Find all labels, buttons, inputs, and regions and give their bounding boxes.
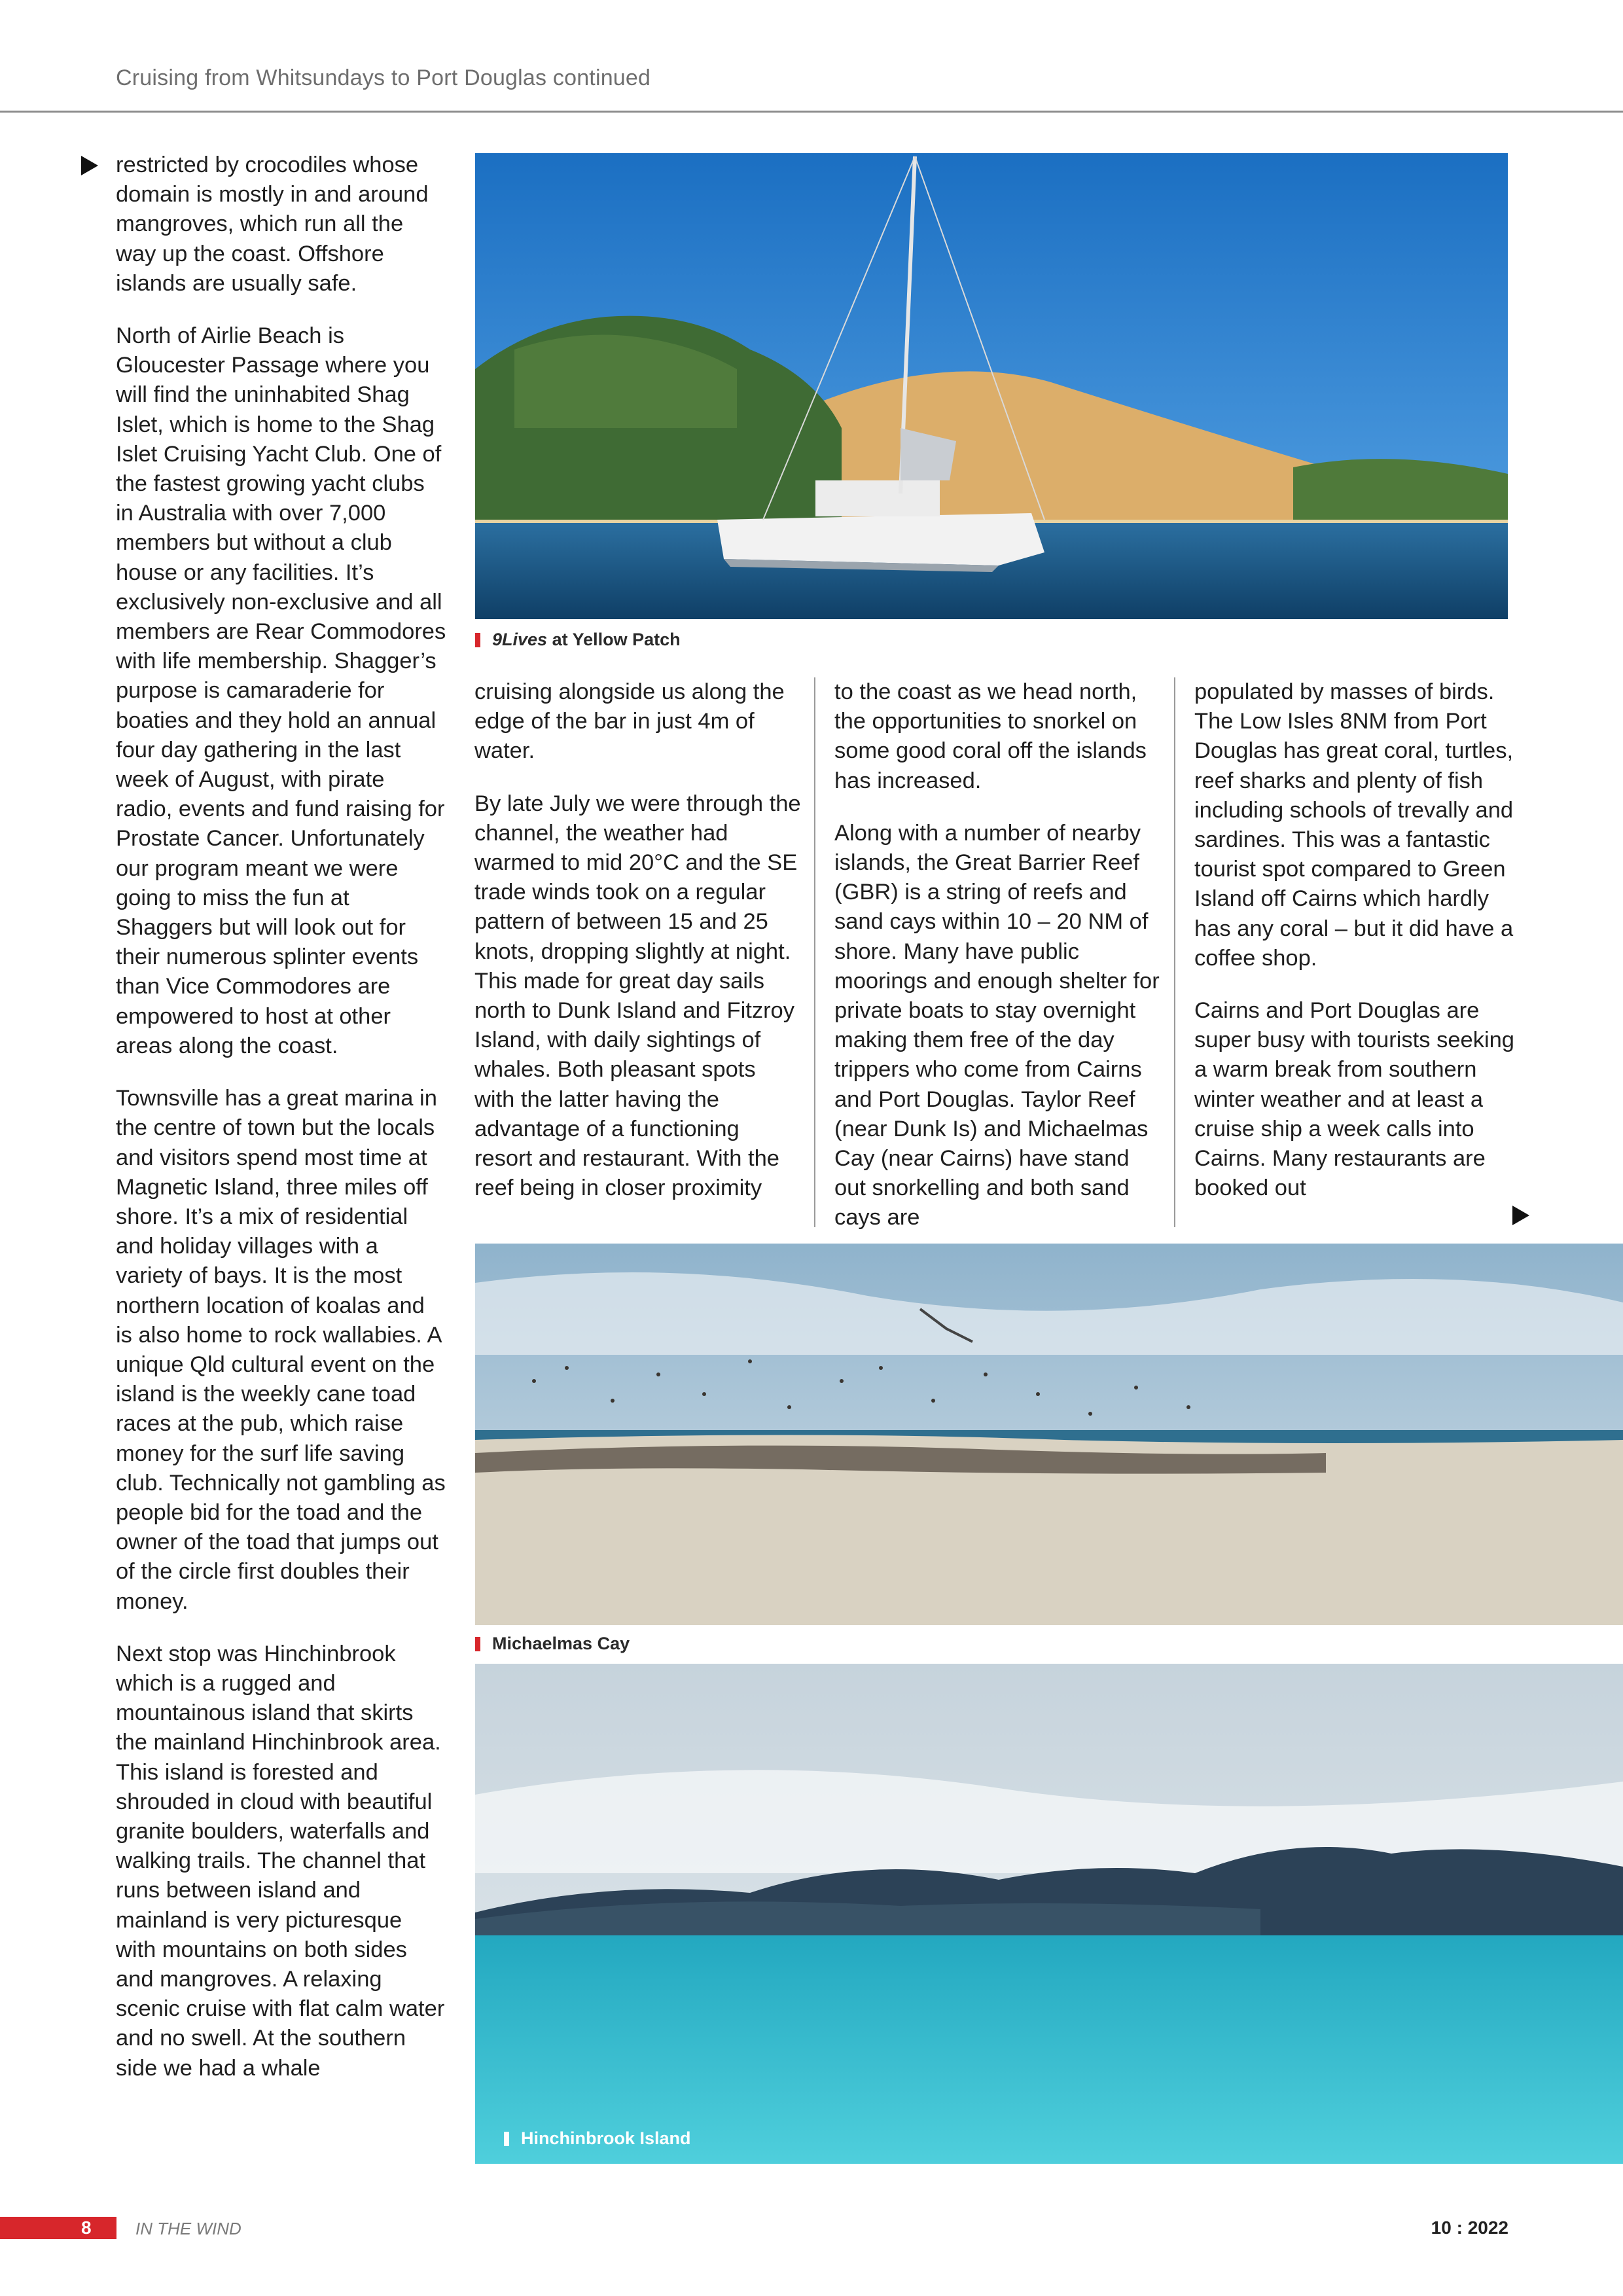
paragraph: Cairns and Port Douglas are super busy with tourists seeking a warm break from southern winter weather and at least a cruise ship a week calls into Cairns. Many restaurants are booked out [1194, 998, 1514, 1201]
paragraph: By late July we were through the channel, the weather had warmed to mid 20°C and the SE trade winds took on a regular pattern of between 15 and 25 knots, dropping slightly at night. This made for great day sails north to Dunk Island and Fitzroy Island, with daily sightings of whales. Both pleasant spots with the latter having the advantage of a functioning resort and restaurant. With the reef being in closer proximity [474, 791, 801, 1201]
column-divider [1174, 677, 1175, 1227]
paragraph: cruising alongside us along the edge of the bar in just 4m of water. [474, 679, 785, 764]
paragraph: populated by masses of birds. The Low Isles 8NM from Port Douglas has great coral, turtles, reef sharks and plenty of fish including schools of trevally and sardines. This was a fantastic tourist spot compared to Green Island off Cairns which hardly has any coral – but it did have a coffee shop. [1194, 679, 1514, 971]
continue-arrow-icon [81, 156, 98, 175]
photo-caption [504, 2128, 691, 2149]
photo-michaelmas-cay [475, 1244, 1623, 1625]
paragraph: to the coast as we head north, the opportunities to snorkel on some good coral off the islands has increased. [834, 679, 1147, 793]
column-3 [834, 677, 1162, 1233]
paragraph: North of Airlie Beach is Gloucester Passage where you will find the uninhabited Shag Islet, which is home to the Shag Islet Cruising Yacht Club. One of the fastest growing yacht clubs in Australia with over 7,000 members but without a club house or any facilities. It’s exclusively non-exclusive and all members are Rear Commodores with life membership. Shagger’s purpose is camaraderie for boaties and they hold an annual four day gathering in the last week of August, with pirate radio, events and fund raising for Prostate Cancer. Unfortunately our program meant we were going to miss the fun at Shaggers but will look out for their numerous splinter events than Vice Commodores are empowered to host at other areas along the coast. [116, 323, 446, 1058]
page-number: 8 [81, 2217, 92, 2238]
photo-hinchinbrook-island [475, 1664, 1623, 2164]
caption-text: at Yellow Patch [547, 630, 681, 649]
photo-caption [475, 1634, 630, 1654]
paragraph: Along with a number of nearby islands, the Great Barrier Reef (GBR) is a string of reefs and sand cays within 10 – 20 NM of shore. Many have public moorings and enough shelter for private boats to stay overnight making them free of the day trippers who come from Cairns and Port Douglas. Taylor Reef (near Dunk Is) and Michaelmas Cay (near Cairns) have stand out snorkelling and both sand cays are [834, 820, 1160, 1230]
continue-arrow-icon [1512, 1206, 1529, 1225]
caption-boat-name: 9Lives [492, 630, 548, 649]
footer-accent-bar [0, 2217, 116, 2239]
photo-caption [475, 630, 681, 650]
caption-marker [475, 633, 480, 647]
column-1 [116, 151, 446, 2083]
photo-catamaran-yellow-patch [475, 153, 1508, 619]
magazine-name: IN THE WIND [135, 2219, 241, 2238]
header-rule [0, 111, 1623, 113]
running-title: Cruising from Whitsundays to Port Douglas continued [116, 65, 651, 90]
paragraph: Next stop was Hinchinbrook which is a rugged and mountainous island that skirts the mainland Hinchinbrook area. This island is forested and shrouded in cloud with beautiful granite boulders, waterfalls and walking trails. The channel that runs between island and mainland is very picturesque with mountains on both sides and mangroves. A relaxing scenic cruise with flat calm water and no swell. At the southern side we had a whale [116, 1641, 445, 2081]
caption-marker [504, 2132, 509, 2146]
column-2 [474, 677, 802, 1203]
column-divider [814, 677, 815, 1227]
column-4 [1194, 677, 1522, 1203]
caption-text: Hinchinbrook Island [521, 2128, 691, 2148]
caption-marker [475, 1637, 480, 1651]
issue-number: 10 : 2022 [1431, 2217, 1508, 2238]
paragraph: Townsville has a great marina in the centre of town but the locals and visitors spend most time at Magnetic Island, three miles off shore. It’s a mix of residential and holiday villages with a variety of bays. It is the most northern location of koalas and is also home to rock wallabies. A unique Qld cultural event on the island is the weekly cane toad races at the pub, which raise money for the surf life saving club. Technically not gambling as people bid for the toad and the owner of the toad that jumps out of the circle first doubles their money. [116, 1086, 446, 1614]
caption-text: Michaelmas Cay [492, 1634, 630, 1653]
paragraph: restricted by crocodiles whose domain is mostly in and around mangroves, which run all the way up the coast. Offshore islands are usually safe. [116, 152, 429, 296]
